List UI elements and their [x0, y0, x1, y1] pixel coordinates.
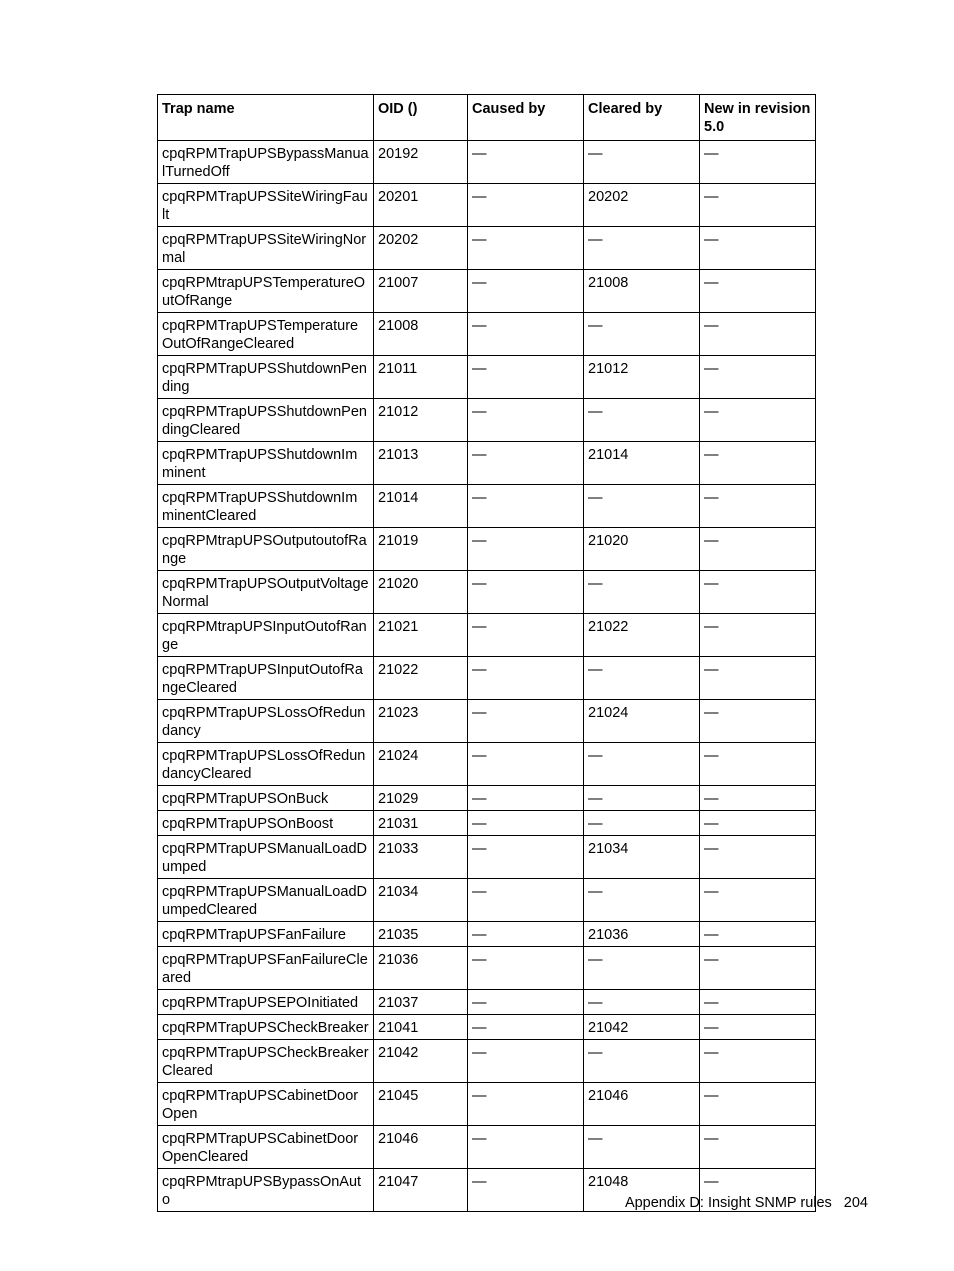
- table-row: [158, 571, 816, 614]
- table-row: [158, 399, 816, 442]
- cell-oid: 21033: [374, 836, 468, 879]
- cell-oid: 21011: [374, 356, 468, 399]
- cell-cleared-by: —: [584, 571, 700, 614]
- cell-cleared-by: 21020: [584, 528, 700, 571]
- table-row: [158, 1126, 816, 1169]
- cell-cleared-by: —: [584, 313, 700, 356]
- cell-cleared-by: —: [584, 227, 700, 270]
- cell-cleared-by: —: [584, 811, 700, 836]
- cell-new-in-revision: —: [700, 1126, 816, 1169]
- cell-trap-name: cpqRPMTrapUPSBypassManualTurnedOff: [158, 141, 374, 184]
- cell-oid: 20201: [374, 184, 468, 227]
- cell-oid: 21031: [374, 811, 468, 836]
- cell-oid: 21029: [374, 786, 468, 811]
- table-row: [158, 614, 816, 657]
- cell-oid: 21041: [374, 1015, 468, 1040]
- cell-trap-name: cpqRPMTrapUPSLossOfRedundancyCleared: [158, 743, 374, 786]
- table-header-row: [158, 95, 816, 141]
- cell-new-in-revision: —: [700, 442, 816, 485]
- cell-trap-name: cpqRPMTrapUPSOnBoost: [158, 811, 374, 836]
- cell-new-in-revision: —: [700, 227, 816, 270]
- cell-trap-name: cpqRPMTrapUPSEPOInitiated: [158, 990, 374, 1015]
- cell-cleared-by: —: [584, 657, 700, 700]
- cell-cleared-by: 21008: [584, 270, 700, 313]
- footer-section-title: Appendix D: Insight SNMP rules: [624, 1195, 832, 1211]
- cell-new-in-revision: —: [700, 700, 816, 743]
- cell-caused-by: —: [468, 442, 584, 485]
- cell-trap-name: cpqRPMTrapUPSOnBuck: [158, 786, 374, 811]
- cell-trap-name: cpqRPMTrapUPSSiteWiringFault: [158, 184, 374, 227]
- cell-cleared-by: —: [584, 947, 700, 990]
- table-row: [158, 485, 816, 528]
- cell-oid: 21035: [374, 922, 468, 947]
- cell-caused-by: —: [468, 141, 584, 184]
- cell-caused-by: —: [468, 528, 584, 571]
- cell-new-in-revision: —: [700, 786, 816, 811]
- cell-trap-name: cpqRPMTrapUPSCabinetDoorOpen: [158, 1083, 374, 1126]
- cell-caused-by: —: [468, 947, 584, 990]
- table-row: [158, 700, 816, 743]
- cell-new-in-revision: —: [700, 614, 816, 657]
- table-row: [158, 743, 816, 786]
- cell-trap-name: cpqRPMTrapUPSShutdownImminentCleared: [158, 485, 374, 528]
- cell-caused-by: —: [468, 356, 584, 399]
- page-footer: [625, 1195, 868, 1211]
- cell-cleared-by: —: [584, 399, 700, 442]
- cell-caused-by: —: [468, 571, 584, 614]
- cell-caused-by: —: [468, 1126, 584, 1169]
- cell-oid: 21045: [374, 1083, 468, 1126]
- cell-new-in-revision: —: [700, 313, 816, 356]
- table-row: [158, 141, 816, 184]
- table-row: [158, 786, 816, 811]
- header-trap-name: Trap name: [158, 95, 374, 141]
- header-new-in-revision: New in revision 5.0: [700, 95, 816, 141]
- cell-oid: 21007: [374, 270, 468, 313]
- cell-caused-by: —: [468, 270, 584, 313]
- cell-oid: 21036: [374, 947, 468, 990]
- cell-cleared-by: 21034: [584, 836, 700, 879]
- cell-oid: 21008: [374, 313, 468, 356]
- cell-new-in-revision: —: [700, 1040, 816, 1083]
- cell-caused-by: —: [468, 1015, 584, 1040]
- cell-cleared-by: —: [584, 1126, 700, 1169]
- cell-cleared-by: —: [584, 1040, 700, 1083]
- cell-caused-by: —: [468, 1083, 584, 1126]
- cell-oid: 21012: [374, 399, 468, 442]
- table-row: [158, 270, 816, 313]
- cell-caused-by: —: [468, 657, 584, 700]
- cell-trap-name: cpqRPMTrapUPSFanFailure: [158, 922, 374, 947]
- cell-oid: 21014: [374, 485, 468, 528]
- header-caused-by: Caused by: [468, 95, 584, 141]
- cell-oid: 21024: [374, 743, 468, 786]
- cell-cleared-by: —: [584, 485, 700, 528]
- cell-new-in-revision: —: [700, 947, 816, 990]
- cell-new-in-revision: —: [700, 485, 816, 528]
- header-cleared-by: Cleared by: [584, 95, 700, 141]
- cell-trap-name: cpqRPMTrapUPSShutdownPendingCleared: [158, 399, 374, 442]
- table-row: [158, 313, 816, 356]
- cell-trap-name: cpqRPMTrapUPSInputOutofRangeCleared: [158, 657, 374, 700]
- table-row: [158, 1015, 816, 1040]
- cell-oid: 21047: [374, 1169, 468, 1212]
- cell-trap-name: cpqRPMTrapUPSSiteWiringNormal: [158, 227, 374, 270]
- cell-cleared-by: 21012: [584, 356, 700, 399]
- table-row: [158, 990, 816, 1015]
- cell-trap-name: cpqRPMTrapUPSLossOfRedundancy: [158, 700, 374, 743]
- cell-trap-name: cpqRPMTrapUPSOutputVoltage Normal: [158, 571, 374, 614]
- cell-oid: 21021: [374, 614, 468, 657]
- table-row: [158, 811, 816, 836]
- cell-cleared-by: 21014: [584, 442, 700, 485]
- header-oid: OID (): [374, 95, 468, 141]
- cell-caused-by: —: [468, 879, 584, 922]
- cell-trap-name: cpqRPMTrapUPSShutdownImminent: [158, 442, 374, 485]
- cell-new-in-revision: —: [700, 571, 816, 614]
- cell-new-in-revision: —: [700, 399, 816, 442]
- cell-oid: 21019: [374, 528, 468, 571]
- cell-oid: 21013: [374, 442, 468, 485]
- cell-trap-name: cpqRPMtrapUPSOutputoutofRange: [158, 528, 374, 571]
- cell-caused-by: —: [468, 1040, 584, 1083]
- cell-trap-name: cpqRPMTrapUPSShutdownPending: [158, 356, 374, 399]
- table-row: [158, 657, 816, 700]
- cell-new-in-revision: —: [700, 528, 816, 571]
- cell-caused-by: —: [468, 743, 584, 786]
- cell-cleared-by: 21036: [584, 922, 700, 947]
- cell-trap-name: cpqRPMTrapUPSFanFailureCleared: [158, 947, 374, 990]
- cell-new-in-revision: —: [700, 743, 816, 786]
- cell-trap-name: cpqRPMTrapUPSCabinetDoorOpenCleared: [158, 1126, 374, 1169]
- cell-new-in-revision: —: [700, 922, 816, 947]
- cell-new-in-revision: —: [700, 270, 816, 313]
- cell-caused-by: —: [468, 313, 584, 356]
- table-row: [158, 528, 816, 571]
- table-row: [158, 442, 816, 485]
- cell-caused-by: —: [468, 614, 584, 657]
- cell-new-in-revision: —: [700, 836, 816, 879]
- cell-new-in-revision: —: [700, 879, 816, 922]
- cell-caused-by: —: [468, 1169, 584, 1212]
- table-row: [158, 879, 816, 922]
- cell-trap-name: cpqRPMTrapUPSCheckBreakerCleared: [158, 1040, 374, 1083]
- cell-trap-name: cpqRPMtrapUPSInputOutofRange: [158, 614, 374, 657]
- cell-trap-name: cpqRPMTrapUPSTemperatureOutOfRangeCleared: [158, 313, 374, 356]
- cell-new-in-revision: —: [700, 1169, 816, 1212]
- table-row: [158, 836, 816, 879]
- table-row: [158, 1083, 816, 1126]
- page-number: 204: [843, 1195, 868, 1211]
- cell-cleared-by: 21024: [584, 700, 700, 743]
- cell-new-in-revision: —: [700, 356, 816, 399]
- cell-new-in-revision: —: [700, 657, 816, 700]
- table-row: [158, 184, 816, 227]
- cell-oid: 21034: [374, 879, 468, 922]
- table-row: [158, 227, 816, 270]
- cell-cleared-by: —: [584, 879, 700, 922]
- table-body: [158, 141, 816, 1212]
- cell-cleared-by: 21046: [584, 1083, 700, 1126]
- cell-oid: 21023: [374, 700, 468, 743]
- cell-cleared-by: 21048: [584, 1169, 700, 1212]
- cell-new-in-revision: —: [700, 1015, 816, 1040]
- cell-cleared-by: —: [584, 141, 700, 184]
- table-row: [158, 1040, 816, 1083]
- cell-caused-by: —: [468, 399, 584, 442]
- cell-oid: 21022: [374, 657, 468, 700]
- cell-trap-name: cpqRPMTrapUPSManualLoadDumpedCleared: [158, 879, 374, 922]
- cell-cleared-by: —: [584, 786, 700, 811]
- table-row: [158, 922, 816, 947]
- cell-new-in-revision: —: [700, 1083, 816, 1126]
- cell-cleared-by: 21042: [584, 1015, 700, 1040]
- cell-oid: 21042: [374, 1040, 468, 1083]
- cell-caused-by: —: [468, 990, 584, 1015]
- cell-oid: 20192: [374, 141, 468, 184]
- cell-caused-by: —: [468, 922, 584, 947]
- cell-cleared-by: —: [584, 990, 700, 1015]
- cell-oid: 20202: [374, 227, 468, 270]
- cell-oid: 21046: [374, 1126, 468, 1169]
- cell-oid: 21037: [374, 990, 468, 1015]
- cell-caused-by: —: [468, 227, 584, 270]
- cell-trap-name: cpqRPMTrapUPSManualLoadDumped: [158, 836, 374, 879]
- table-row: [158, 356, 816, 399]
- cell-new-in-revision: —: [700, 141, 816, 184]
- cell-cleared-by: 21022: [584, 614, 700, 657]
- cell-caused-by: —: [468, 811, 584, 836]
- cell-caused-by: —: [468, 700, 584, 743]
- cell-cleared-by: 20202: [584, 184, 700, 227]
- cell-trap-name: cpqRPMTrapUPSCheckBreaker: [158, 1015, 374, 1040]
- cell-new-in-revision: —: [700, 811, 816, 836]
- cell-oid: 21020: [374, 571, 468, 614]
- table-row: [158, 947, 816, 990]
- cell-caused-by: —: [468, 786, 584, 811]
- cell-trap-name: cpqRPMtrapUPSTemperatureOutOfRange: [158, 270, 374, 313]
- cell-caused-by: —: [468, 836, 584, 879]
- cell-cleared-by: —: [584, 743, 700, 786]
- cell-new-in-revision: —: [700, 184, 816, 227]
- cell-caused-by: —: [468, 485, 584, 528]
- trap-table: [157, 94, 816, 1212]
- cell-caused-by: —: [468, 184, 584, 227]
- cell-new-in-revision: —: [700, 990, 816, 1015]
- cell-trap-name: cpqRPMtrapUPSBypassOnAuto: [158, 1169, 374, 1212]
